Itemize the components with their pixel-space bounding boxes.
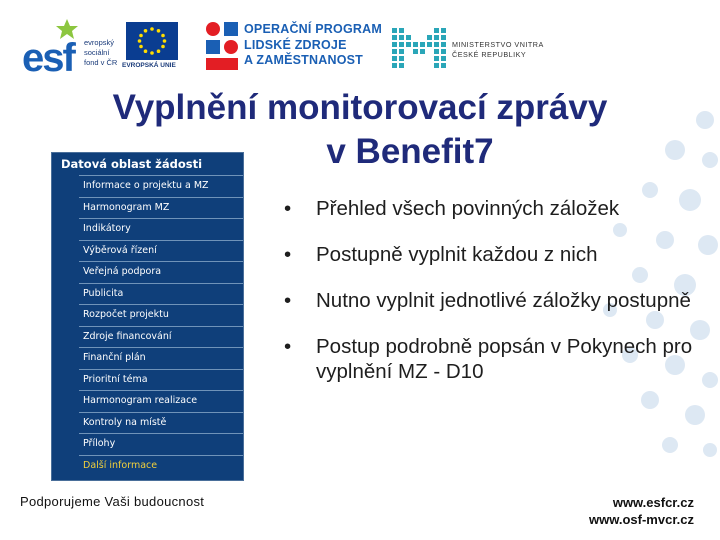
nav-item-public-support[interactable]: Veřejná podpora xyxy=(79,261,243,283)
panel-header: Datová oblast žádosti xyxy=(61,157,203,171)
nav-item-other-info[interactable]: Další informace xyxy=(79,455,243,477)
nav-item-priority-theme[interactable]: Prioritní téma xyxy=(79,369,243,391)
nav-item-indicators[interactable]: Indikátory xyxy=(79,218,243,240)
data-area-navigation-panel xyxy=(51,152,244,481)
slide-title-line1: Vyplnění monitorovací zprávy xyxy=(112,88,608,127)
bullet-list xyxy=(284,196,694,405)
nav-item-financial-plan[interactable]: Finanční plán xyxy=(79,347,243,369)
bullet-item: • Postupně vyplnit každou z nich xyxy=(284,242,694,267)
logo-bar xyxy=(22,18,702,78)
esf-caption: evropský sociální fond v ČR xyxy=(84,38,118,67)
footer-link-esfcr[interactable]: www.esfcr.cz xyxy=(612,495,694,510)
nav-item-project-info[interactable]: Informace o projektu a MZ xyxy=(79,175,243,197)
ministry-logo-text: MINISTERSTVO VNITRA ČESKÉ REPUBLIKY xyxy=(452,40,544,59)
ministry-logo-icon xyxy=(390,24,448,70)
nav-item-onsite-checks[interactable]: Kontroly na místě xyxy=(79,412,243,434)
eu-caption: EVROPSKÁ UNIE xyxy=(122,62,176,69)
nav-item-funding-sources[interactable]: Zdroje financování xyxy=(79,326,243,348)
esf-logo xyxy=(22,18,192,80)
footer-link-osf[interactable]: www.osf-mvcr.cz xyxy=(589,512,694,527)
bullet-item: • Nutno vyplnit jednotlivé záložky postupně xyxy=(284,288,694,313)
bullet-item: • Postup podrobně popsán v Pokynech pro vyplnění MZ - D10 xyxy=(284,334,694,384)
panel-item-list xyxy=(79,175,243,476)
nav-item-tenders[interactable]: Výběrová řízení xyxy=(79,240,243,262)
esf-logo-text: esf xyxy=(22,36,74,80)
nav-item-attachments[interactable]: Přílohy xyxy=(79,433,243,455)
nav-item-mz-schedule[interactable]: Harmonogram MZ xyxy=(79,197,243,219)
nav-item-implementation-schedule[interactable]: Harmonogram realizace xyxy=(79,390,243,412)
op-figure-icon xyxy=(204,20,240,72)
footer-links xyxy=(589,494,694,528)
bullet-item: • Přehled všech povinných záložek xyxy=(284,196,694,221)
footer-slogan: Podporujeme Vaši budoucnost xyxy=(20,494,205,509)
slide-title-line2: v Benefit7 xyxy=(326,132,494,171)
op-logo-text: OPERAČNÍ PROGRAM LIDSKÉ ZDROJE A ZAMĚSTNANOST xyxy=(244,22,382,67)
eu-flag-icon xyxy=(126,22,178,60)
nav-item-budget[interactable]: Rozpočet projektu xyxy=(79,304,243,326)
nav-item-publicity[interactable]: Publicita xyxy=(79,283,243,305)
